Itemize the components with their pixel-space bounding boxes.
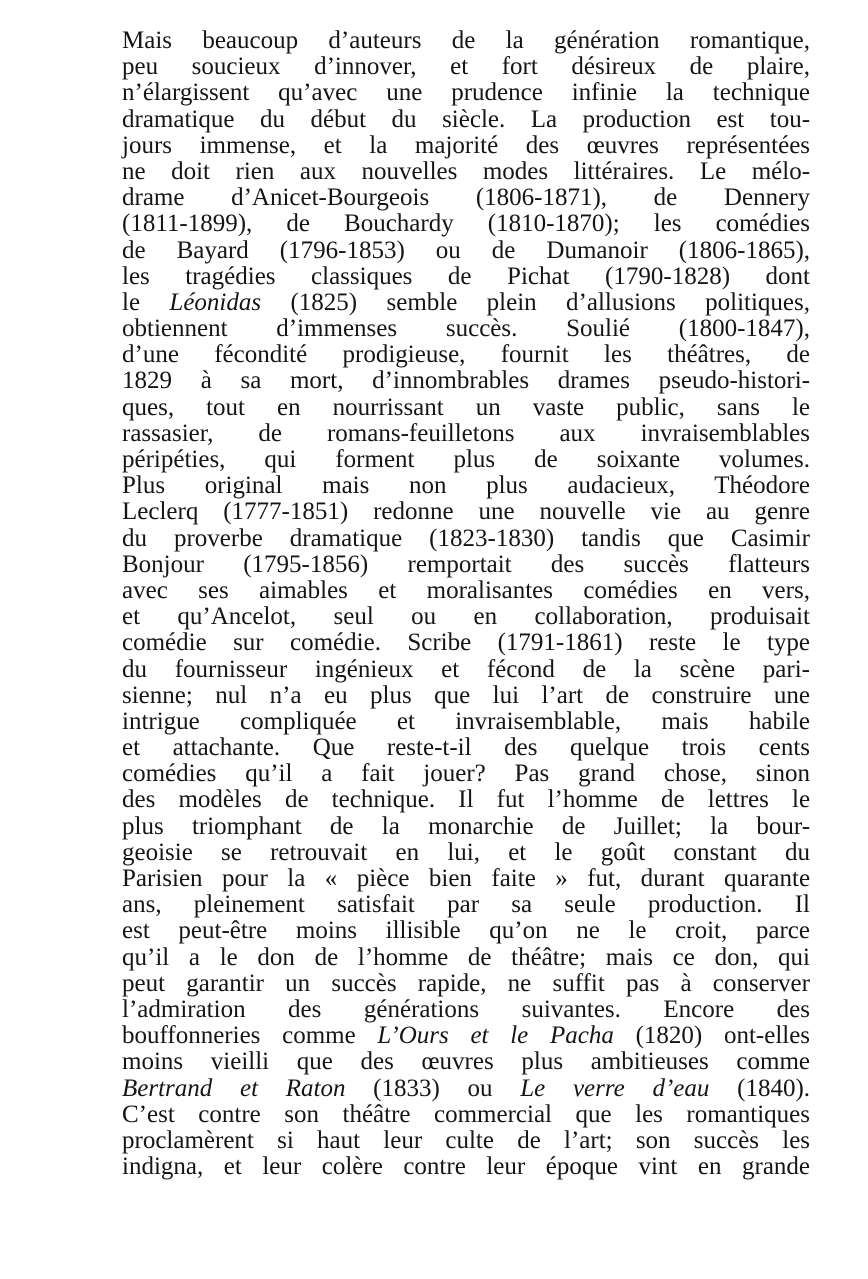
body-paragraph [122, 28, 810, 1180]
text-line [122, 814, 810, 840]
text-line [122, 709, 810, 735]
text-run: péripéties, qui forment plus de soixante volumes. [122, 446, 811, 473]
text-run: les tragédies classiques de Pichat (1790-1828) dont [122, 262, 810, 290]
text-run: comédies qu’il a fait jouer? Pas grand chose, sinon [122, 760, 810, 788]
text-run: moins vieilli que des œuvres plus ambitieuses comme [122, 1048, 810, 1076]
text-line [122, 1128, 810, 1154]
document-page [122, 28, 810, 1180]
text-line [122, 1102, 810, 1128]
text-run: intrigue compliquée et invraisemblable, mais habile [122, 707, 810, 735]
text-run: est peut-être moins illisible qu’on ne le croit, parce [122, 917, 810, 945]
text-run: le [122, 288, 170, 316]
text-run: avec ses aimables et moralisantes comédies en vers, [122, 576, 810, 604]
text-run: dramatique du début du siècle. La production est tou- [122, 105, 811, 133]
text-line [122, 945, 810, 971]
text-line [122, 80, 810, 106]
text-run: n’élargissent qu’avec une prudence infinie la technique [122, 79, 810, 107]
text-run: (1811-1899), de Bouchardy (1810-1870); les comédies [122, 210, 810, 238]
text-line [122, 368, 810, 394]
text-line [122, 1154, 810, 1180]
text-line [122, 552, 810, 578]
text-run: obtiennent d’immenses succès. Soulié (1800-1847), [122, 315, 810, 343]
text-run: des modèles de technique. Il fut l’homme de lettres le [122, 786, 811, 814]
text-run: (1840). [709, 1074, 811, 1102]
text-run: rassasier, de romans-feuilletons aux invraisemblables [122, 419, 810, 447]
text-line [122, 1076, 810, 1102]
text-line [122, 264, 810, 290]
text-line [122, 997, 810, 1023]
text-run: Mais beaucoup d’auteurs de la génération romantique, [122, 27, 810, 54]
text-line [122, 1049, 810, 1075]
text-line [122, 1023, 810, 1049]
text-line [122, 159, 810, 185]
text-run: C’est contre son théâtre commercial que les romantiques [122, 1100, 810, 1128]
text-line [122, 316, 810, 342]
text-run: du proverbe dramatique (1823-1830) tandis que Casimir [122, 524, 811, 552]
text-line [122, 28, 810, 54]
text-run: indigna, et leur colère contre leur époque vint en grande [122, 1153, 811, 1181]
text-run: jours immense, et la majorité des œuvres représentées [122, 131, 811, 159]
italic-title: Le verre d’eau [520, 1074, 710, 1102]
text-line [122, 238, 810, 264]
text-run: comédie sur comédie. Scribe (1791-1861) reste le type [122, 629, 811, 657]
text-line [122, 107, 810, 133]
text-run: (1820) ont-elles [613, 1022, 811, 1050]
text-line [122, 971, 810, 997]
text-run: 1829 à sa mort, d’innombrables drames pseudo-histori- [122, 367, 810, 395]
italic-title: Léonidas [169, 288, 262, 316]
text-run: de Bayard (1796-1853) ou de Dumanoir (1806-1865), [122, 236, 811, 264]
text-line [122, 499, 810, 525]
text-line [122, 185, 810, 211]
text-run: geoisie se retrouvait en lui, et le goût constant du [122, 838, 810, 866]
text-run: (1825) semble plein d’allusions politiques, [261, 288, 810, 316]
text-run: du fournisseur ingénieux et fécond de la scène pari- [122, 655, 810, 683]
text-run: plus triomphant de la monarchie de Juillet; la bour- [122, 812, 811, 840]
text-line [122, 761, 810, 787]
text-run: et attachante. Que reste-t-il des quelque trois cents [122, 734, 810, 762]
text-run: Bonjour (1795-1856) remportait des succès flatteurs [122, 550, 810, 578]
text-line [122, 892, 810, 918]
text-line [122, 604, 810, 630]
text-run: d’une fécondité prodigieuse, fournit les théâtres, de [122, 341, 811, 369]
text-run: l’admiration des générations suivantes. Encore des [122, 995, 810, 1023]
text-run: ne doit rien aux nouvelles modes littéraires. Le mélo- [122, 157, 811, 185]
text-line [122, 918, 810, 944]
text-run: Leclerq (1777-1851) redonne une nouvelle vie au genre [122, 498, 810, 526]
text-run: drame d’Anicet-Bourgeois (1806-1871), de Dennery [122, 184, 810, 212]
text-line [122, 683, 810, 709]
text-run: sienne; nul n’a eu plus que lui l’art de construire une [122, 681, 811, 709]
text-run: proclamèrent si haut leur culte de l’art; son succès les [122, 1126, 811, 1154]
text-run: qu’il a le don de l’homme de théâtre; mais ce don, qui [122, 943, 810, 971]
text-line [122, 54, 810, 80]
text-line [122, 421, 810, 447]
text-run: peu soucieux d’innover, et fort désireux de plaire, [122, 53, 810, 81]
text-run: (1833) ou [345, 1074, 521, 1102]
text-line [122, 735, 810, 761]
text-line [122, 447, 810, 473]
text-run: et qu’Ancelot, seul ou en collaboration, produisait [122, 603, 810, 631]
text-line [122, 473, 810, 499]
text-run: Plus original mais non plus audacieux, Théodore [122, 472, 810, 500]
text-run: peut garantir un succès rapide, ne suffit pas à conserver [122, 969, 810, 997]
text-line [122, 787, 810, 813]
italic-title: L’Ours et le Pacha [377, 1022, 614, 1050]
italic-title: Bertrand et Raton [122, 1074, 346, 1102]
text-line [122, 866, 810, 892]
text-line [122, 840, 810, 866]
text-line [122, 133, 810, 159]
text-line [122, 630, 810, 656]
text-line [122, 342, 810, 368]
text-line [122, 211, 810, 237]
text-run: ques, tout en nourrissant un vaste public, sans le [122, 393, 811, 421]
text-line [122, 657, 810, 683]
text-run: ans, pleinement satisfait par sa seule production. Il [122, 891, 810, 919]
text-line [122, 526, 810, 552]
text-line [122, 578, 810, 604]
text-line [122, 290, 810, 316]
text-line [122, 395, 810, 421]
text-run: bouffonneries comme [122, 1022, 378, 1050]
text-run: Parisien pour la « pièce bien faite » fut, durant quarante [122, 865, 811, 892]
